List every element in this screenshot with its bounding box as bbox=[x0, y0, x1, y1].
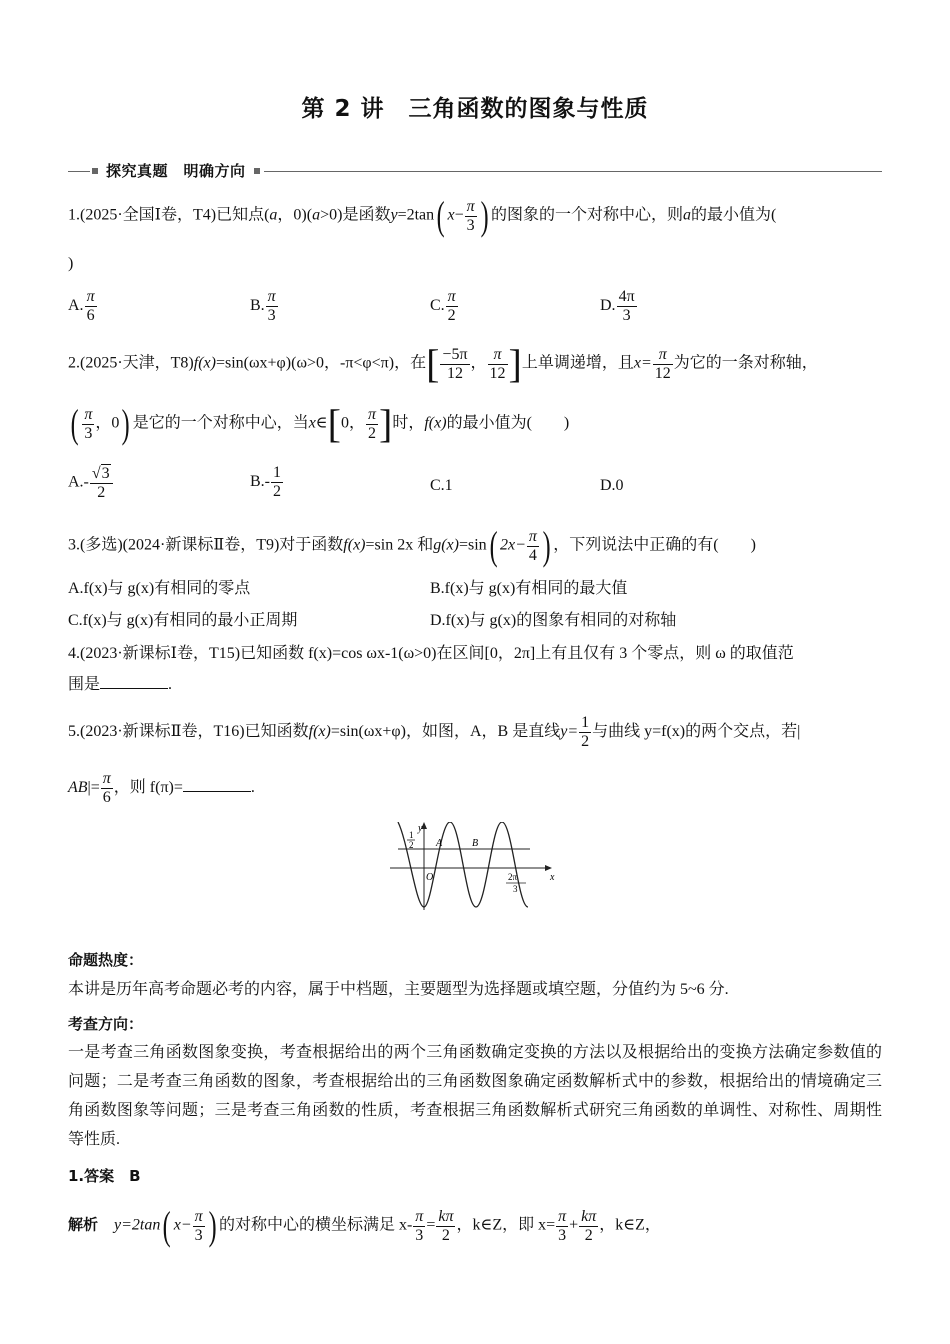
q5-answer-blank[interactable] bbox=[183, 777, 251, 792]
frac-den: 3 bbox=[194, 1226, 203, 1244]
analysis-x: x− bbox=[173, 1216, 192, 1234]
origin-label: O bbox=[426, 872, 434, 883]
q3-option-b[interactable]: B.f(x)与 g(x)有相同的最大值 bbox=[430, 580, 628, 597]
analysis-fraction bbox=[413, 1208, 425, 1245]
q2-func: f(x) bbox=[424, 414, 447, 432]
q1-text: >0)是函数 bbox=[320, 206, 391, 224]
frac-num: π bbox=[84, 405, 93, 423]
right-bracket: ] bbox=[508, 341, 522, 386]
frac-den: 12 bbox=[654, 364, 671, 382]
header-rule-right bbox=[264, 171, 882, 172]
frac-num: 4π bbox=[618, 288, 635, 305]
frac-den: 3 bbox=[558, 1226, 567, 1244]
frac-num: π bbox=[488, 346, 508, 365]
direction-title: 考查方向： bbox=[68, 1015, 144, 1033]
point-a-label: A bbox=[436, 838, 443, 849]
right-paren: ) bbox=[480, 193, 489, 238]
frac-den: 3 bbox=[466, 216, 475, 234]
heat-heading bbox=[68, 946, 882, 975]
spacer bbox=[98, 1217, 114, 1234]
half-num: 1 bbox=[409, 830, 414, 840]
answer-label: 1.答案 B bbox=[68, 1167, 141, 1185]
frac-den: 3 bbox=[84, 424, 93, 442]
q2-text: =sin(ωx+φ)(ω>0，-π<φ<π)，在 bbox=[215, 354, 427, 372]
q4-text: 围是 bbox=[68, 676, 101, 693]
q3-inner: 2x− bbox=[500, 536, 526, 554]
left-paren: ( bbox=[70, 401, 79, 446]
q3-text: ，下列说法中正确的有( ) bbox=[553, 536, 756, 554]
q2-x-eq: x= bbox=[633, 354, 652, 372]
q5-stem-line1 bbox=[68, 714, 882, 751]
q1-text: =2tan bbox=[397, 206, 435, 224]
frac-den: 3 bbox=[622, 307, 631, 324]
frac-den: 6 bbox=[86, 307, 95, 324]
left-bracket: [ bbox=[426, 341, 440, 386]
q1-text: ，0)( bbox=[277, 206, 313, 224]
x-label: x bbox=[550, 872, 555, 883]
option-label: A.- bbox=[68, 473, 89, 491]
frac-num: π bbox=[86, 288, 95, 305]
frac-num: 1 bbox=[273, 464, 281, 481]
left-paren: ( bbox=[163, 1203, 172, 1248]
frac-den: 3 bbox=[267, 307, 276, 324]
q4-text: . bbox=[168, 676, 173, 693]
q5-text: ，则 f(π)= bbox=[113, 779, 183, 797]
option-label: B. bbox=[250, 297, 265, 315]
q2-zero: 0 bbox=[340, 414, 349, 432]
q5-fraction bbox=[579, 714, 591, 751]
section-header bbox=[68, 160, 882, 182]
frac-den: 2 bbox=[273, 483, 281, 500]
analysis-fraction bbox=[193, 1208, 205, 1245]
frac-num: π bbox=[558, 1207, 567, 1225]
q2-text: 是它的一个对称中心，当 bbox=[132, 414, 309, 432]
sine-curve bbox=[398, 822, 528, 907]
q3-text: =sin 2x 和 bbox=[365, 536, 434, 554]
q2-fraction bbox=[488, 346, 508, 383]
heat-body: 本讲是历年高考命题必考的内容，属于中档题，主要题型为选择题或填空题，分值约为 5~6 分. bbox=[68, 981, 729, 998]
q5-text: 5.(2023·新课标Ⅱ卷，T16)已知函数 bbox=[68, 723, 309, 741]
left-paren: ( bbox=[436, 193, 445, 238]
option-fraction bbox=[271, 464, 283, 501]
q1-var-x: x bbox=[447, 206, 455, 224]
frac-num: π bbox=[194, 1207, 203, 1225]
q1-option-d[interactable] bbox=[600, 288, 638, 325]
q2-zero: 0 bbox=[111, 414, 120, 432]
analysis-text: y=2tan bbox=[114, 1216, 161, 1234]
q2-stem-line1 bbox=[68, 341, 882, 386]
q2-fraction bbox=[366, 406, 378, 443]
q5-y-eq: y= bbox=[560, 723, 579, 741]
analysis-text: ，k∈Z， bbox=[599, 1216, 661, 1234]
sine-graph bbox=[390, 822, 560, 912]
q2-stem-line2 bbox=[68, 401, 882, 446]
q2-option-b[interactable] bbox=[250, 464, 284, 501]
q5-ab: AB bbox=[68, 779, 88, 797]
header-square-icon bbox=[92, 168, 98, 174]
q5-text: . bbox=[250, 779, 255, 797]
frac-num: π bbox=[466, 197, 475, 215]
q3-option-d[interactable]: D.f(x)与 g(x)的图象有相同的对称轴 bbox=[430, 612, 677, 629]
q3-func: f(x) bbox=[343, 536, 366, 554]
q1-var-a: a bbox=[312, 206, 321, 224]
analysis-text: 的对称中心的横坐标满足 x- bbox=[218, 1216, 413, 1234]
left-bracket: [ bbox=[327, 401, 341, 446]
option-fraction bbox=[90, 464, 113, 502]
frac-num: π bbox=[653, 346, 673, 365]
frac-den: 3 bbox=[415, 1226, 424, 1244]
left-paren: ( bbox=[489, 523, 498, 568]
q3-option-a[interactable]: A.f(x)与 g(x)有相同的零点 bbox=[68, 580, 251, 597]
q2-comma: ， bbox=[348, 414, 365, 432]
q1-text: 1.(2025·全国Ⅰ卷，T4)已知点( bbox=[68, 206, 270, 224]
q2-text: 上单调递增，且 bbox=[521, 354, 634, 372]
q3-fraction bbox=[527, 528, 539, 565]
header-rule-left bbox=[68, 171, 90, 172]
frac-den: 12 bbox=[489, 364, 506, 382]
q5-func: f(x) bbox=[308, 723, 331, 741]
option-fraction bbox=[266, 288, 278, 325]
q1-var-a: a bbox=[682, 206, 691, 224]
frac-den: 2 bbox=[581, 733, 590, 750]
q5-text: |= bbox=[87, 779, 100, 797]
q1-option-b[interactable] bbox=[250, 288, 279, 325]
tick-den: 3 bbox=[513, 884, 518, 894]
q2-func: f(x) bbox=[193, 354, 216, 372]
frac-num: π bbox=[415, 1207, 424, 1225]
q2-x-in: x∈ bbox=[308, 414, 328, 432]
frac-num: 1 bbox=[581, 714, 590, 731]
frac-den: 12 bbox=[446, 364, 463, 382]
frac-num: π bbox=[102, 770, 111, 787]
q5-text: 与曲线 y=f(x)的两个交点，若| bbox=[592, 723, 801, 741]
radicand: 3 bbox=[101, 465, 110, 482]
frac-num: π bbox=[267, 288, 276, 305]
q1-var-y: y bbox=[390, 206, 398, 224]
q1-close: ) bbox=[68, 255, 74, 272]
right-paren: ) bbox=[542, 523, 551, 568]
analysis-line bbox=[68, 1203, 882, 1248]
q3-text: 3.(多选)(2024·新课标Ⅱ卷，T9)对于函数 bbox=[68, 536, 344, 554]
option-label: B.- bbox=[250, 473, 270, 491]
analysis-fraction bbox=[436, 1208, 455, 1245]
analysis-eq: = bbox=[426, 1216, 436, 1234]
q2-text: 时， bbox=[392, 414, 425, 432]
option-label: A. bbox=[68, 297, 84, 315]
q2-comma: ， bbox=[95, 414, 112, 432]
q1-stem bbox=[68, 193, 882, 238]
q1-option-a[interactable] bbox=[68, 288, 98, 325]
frac-num: π bbox=[447, 288, 456, 305]
q3-text: =sin bbox=[458, 536, 487, 554]
frac-num: kπ bbox=[438, 1207, 454, 1225]
frac-den: 2 bbox=[441, 1226, 450, 1244]
analysis-label: 解析 bbox=[68, 1215, 99, 1234]
option-fraction bbox=[617, 288, 637, 325]
option-fraction bbox=[85, 288, 97, 325]
q2-option-c[interactable]: C.1 bbox=[430, 477, 453, 494]
page-title: 第 2 讲 三角函数的图象与性质 bbox=[301, 96, 649, 122]
q1-minus: − bbox=[454, 206, 464, 224]
frac-den: 2 bbox=[368, 424, 376, 442]
q2-fraction bbox=[82, 406, 94, 443]
direction-body: 一是考查三角函数图象变换，考查根据给出的两个三角函数确定变换的方法以及根据给出的变换方法确定参数值的问题；二是考查三角函数的图象，考查根据给出的三角函数图象确定函数解析式中的参数，根据给出的情境确定三角函数图象等问题；三是考查三角函数的性质，考查根据三角函数解析式研究三角函数的单调性、对称性、周期性等性质. bbox=[68, 1044, 882, 1148]
frac-num: kπ bbox=[581, 1207, 597, 1225]
heat-title: 命题热度： bbox=[68, 951, 144, 969]
frac-num: √3 bbox=[90, 464, 113, 484]
q4-answer-blank[interactable] bbox=[100, 674, 168, 689]
y-label: y bbox=[418, 823, 423, 834]
q4-stem-line2 bbox=[68, 673, 882, 697]
q2-text: 2.(2025·天津，T8) bbox=[68, 354, 194, 372]
q2-comma: ， bbox=[470, 354, 487, 372]
section-title: 探究真题 明确方向 bbox=[106, 162, 246, 180]
analysis-fraction bbox=[556, 1208, 568, 1245]
q5-fraction bbox=[101, 770, 113, 807]
option-label: D. bbox=[600, 297, 616, 315]
analysis-plus: + bbox=[569, 1216, 579, 1234]
answer-heading bbox=[68, 1162, 882, 1191]
q5-stem-line2 bbox=[68, 770, 882, 807]
frac-den: 2 bbox=[97, 484, 106, 501]
q3-option-c[interactable]: C.f(x)与 g(x)有相同的最小正周期 bbox=[68, 612, 298, 629]
q5-text: =sin(ωx+φ)，如图，A，B 是直线 bbox=[330, 723, 561, 741]
q2-option-a[interactable] bbox=[68, 464, 114, 502]
tick-num: 2π bbox=[508, 872, 518, 882]
frac-num: π bbox=[368, 405, 377, 423]
frac-den: 6 bbox=[102, 789, 111, 806]
q1-var-a: a bbox=[269, 206, 278, 224]
q1-fraction bbox=[465, 198, 477, 235]
analysis-fraction bbox=[579, 1208, 598, 1245]
frac-den: 2 bbox=[447, 307, 456, 324]
frac-den: 2 bbox=[584, 1226, 593, 1244]
q2-option-d[interactable]: D.0 bbox=[600, 477, 624, 494]
q4-stem-line1: 4.(2023·新课标Ⅰ卷，T15)已知函数 f(x)=cos ωx-1(ω>0)在区间[0，2π]上有且仅有 3 个零点，则 ω 的取值范 bbox=[68, 645, 794, 662]
q1-text: 的图象的一个对称中心，则 bbox=[490, 206, 683, 224]
option-label: C. bbox=[430, 297, 445, 315]
option-fraction bbox=[446, 288, 458, 325]
frac-num: π bbox=[528, 527, 537, 545]
q3-func: g(x) bbox=[433, 536, 459, 554]
q2-fraction bbox=[440, 346, 469, 383]
right-paren: ) bbox=[208, 1203, 217, 1248]
x-axis-arrow bbox=[545, 865, 552, 871]
header-square-icon bbox=[254, 168, 260, 174]
analysis-text: ，k∈Z，即 x= bbox=[456, 1216, 556, 1234]
q1-option-c[interactable] bbox=[430, 288, 459, 325]
half-den: 2 bbox=[409, 840, 414, 850]
point-b-label: B bbox=[472, 838, 479, 849]
q1-text: 的最小值为( bbox=[690, 206, 777, 224]
frac-num: −5π bbox=[442, 345, 468, 363]
q2-text: 的最小值为( ) bbox=[446, 414, 570, 432]
q2-fraction bbox=[653, 346, 673, 383]
q2-text: 为它的一条对称轴， bbox=[673, 354, 818, 372]
right-paren: ) bbox=[122, 401, 131, 446]
frac-den: 4 bbox=[528, 546, 537, 564]
direction-heading bbox=[68, 1010, 882, 1039]
q3-stem bbox=[68, 523, 882, 568]
right-bracket: ] bbox=[379, 401, 393, 446]
